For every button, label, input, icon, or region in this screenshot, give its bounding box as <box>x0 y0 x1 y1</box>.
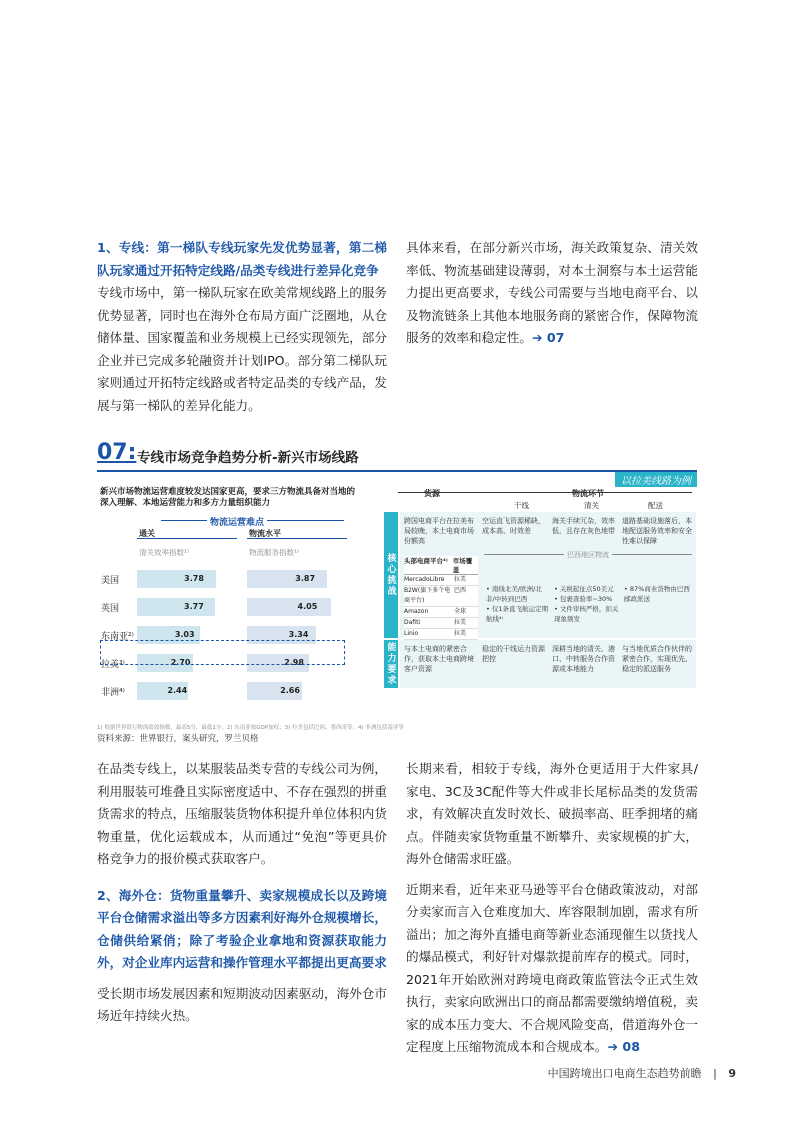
brazil-delivery: • 87%商业货物由巴西邮政派送 <box>624 585 690 603</box>
diagram <box>384 476 697 691</box>
side-requirements: 能力要求 <box>384 640 398 688</box>
bar-value: 3.03 <box>174 630 195 639</box>
bar-value: 2.44 <box>167 686 188 695</box>
platform-market: 全球 <box>454 608 467 615</box>
platform-market: 拉美 <box>454 630 467 637</box>
paragraph-apparel: 在品类专线上，以某服装品类专营的专线公司为例，利用服装可堆叠且实际密度适中、不存在强烈的拼重货需求的特点，压缩服装货物体积提升单位体积内货物重量，优化运载成本，从而通过“免泡”等更具价格竞争力的报价模式获取客户。 <box>97 761 387 866</box>
platform-row <box>404 575 478 586</box>
platform-row <box>404 629 478 640</box>
diagram-title: 以拉美线路为例 <box>615 472 697 487</box>
exhibit-number: 07: <box>97 440 137 465</box>
logistics-arrow <box>488 492 692 493</box>
bar-value: 2.66 <box>280 686 300 695</box>
platform-header-market: 市场覆盖 <box>452 557 473 574</box>
row-label: 东南亚²⁾ <box>101 632 134 642</box>
platform-table <box>404 556 478 640</box>
footer <box>548 1065 736 1081</box>
bar <box>247 598 331 616</box>
paragraph-warehouse: 受长期市场发展因素和短期波动因素驱动，海外仓市场近年持续火热。 <box>97 985 387 1023</box>
bar-value: 4.05 <box>297 602 318 611</box>
bar-value: 3.78 <box>184 574 204 583</box>
brazil-trunk: • 南线北美/欧洲/北非/中转到巴西 • 仅1条直飞航运定期航线⁴⁾ <box>486 585 549 623</box>
platform-name: B2W(旗下多个电商平台) <box>404 587 451 604</box>
page-number: 9 <box>728 1067 736 1080</box>
brazil-label: 巴西地区物流 <box>564 550 612 560</box>
chart-header: 物流运营难点 <box>207 515 267 528</box>
footnote: 1) 根据世界银行物流绩效指数，最高5分，最低1分；2) 东南亚按GDP加权；3) 拉美包括巴西、墨西哥等；4) 非洲包括南非等 <box>97 725 404 731</box>
row-label: 英国 <box>101 604 120 614</box>
exhibit-subtitle: 新兴市场物流运营难度较发达国家更高，要求三方物流具备对当地的深入理解、本地运营能力和多方力量组织能力 <box>100 487 356 508</box>
paragraph-short-term <box>406 879 698 1059</box>
platform-header <box>404 556 478 575</box>
platform-rows <box>404 575 478 640</box>
col1-header: 通关 <box>139 529 155 538</box>
bar-value: 2.70 <box>170 658 191 667</box>
col1-sub: 清关效率指数¹⁾ <box>139 548 189 557</box>
platform-row <box>404 607 478 618</box>
exhibit-header <box>97 440 697 470</box>
col-source: 货源 <box>424 489 440 498</box>
platform-name: MercadoLibre <box>404 576 445 583</box>
section-1-heading: 1、专线：第一梯队专线玩家先发优势显著，第二梯队玩家通过开拓特定线路/品类专线进行差异化竞争 <box>97 240 387 278</box>
section-1-cont-body: 具体来看，在部分新兴市场，海关政策复杂、清关效率低、物流基础建设薄弱，对本土洞察与本土运营能力提出更高要求，专线公司需要与当地电商平台、以及物流链条上其他本地服务商的紧密合作，保障物流服务的效率和稳定性。 <box>406 240 698 345</box>
section-2-heading: 2、海外仓：货物重量攀升、卖家规模成长以及跨境平台仓储需求溢出等多方因素利好海外仓规模增长，仓储供给紧俏；除了考验企业拿地和资源获取能力外，对企业库内运营和操作管理水平都提出更高要求 <box>97 887 387 970</box>
col-customs: 清关 <box>584 501 599 510</box>
platform-market: 巴西 <box>454 587 467 594</box>
bar-value: 3.77 <box>184 602 204 611</box>
col2-sub: 物流服务指数¹⁾ <box>249 548 299 557</box>
bar-value: 2.98 <box>284 658 304 667</box>
section-2-right <box>406 758 698 1059</box>
platform-name: Dafiti <box>404 619 421 626</box>
platform-row <box>404 586 478 607</box>
exhibit-title: 专线市场竞争趋势分析-新兴市场线路 <box>137 450 359 466</box>
col2-header: 物流水平 <box>249 529 281 538</box>
paragraph-short-term-text: 近期来看，近年来亚马逊等平台仓储政策波动，对部分卖家而言入仓难度加大、库容限制加剧，需求有所溢出；加之海外直播电商等新业态涌现催生以货找人的爆品模式，利好针对爆款提前库存的模式。同时，2021年开始欧洲对跨境电商政策监管法令正式生效执行，卖家向欧洲出口的商品都需要缴纳增值税，卖家的成本压力变大、不合规风险变高，借道海外仓一定程度上压缩物流成本和合规成本。 <box>406 881 698 1054</box>
col1-rule <box>137 538 237 539</box>
col-delivery: 配送 <box>648 501 663 510</box>
platform-header-name: 头部电商平台⁴⁾ <box>404 557 448 565</box>
source: 资料来源：世界银行，案头研究，罗兰贝格 <box>97 734 259 744</box>
req-customs: 深耕当地的清关、港口、中转服务合作资源或本地能力 <box>552 645 615 673</box>
req-source: 与本土电商的紧密合作，获取本土电商跨境客户资源 <box>404 645 474 673</box>
bar-value: 3.87 <box>295 574 316 583</box>
challenge-customs: 海关手续冗杂，效率低，且存在灰色地带 <box>552 517 615 535</box>
platform-row <box>404 618 478 629</box>
col-logistics: 物流环节 <box>572 489 604 498</box>
challenge-delivery: 道路基础设施落后，本地配送服务效率和安全性难以保障 <box>622 517 692 545</box>
brazil-customs: • 关税起征点50美元 • 包裹查验率~30% • 文件审核严格，扣关现象频发 <box>554 585 619 623</box>
bar-value: 3.34 <box>288 630 309 639</box>
footer-divider: | <box>713 1067 717 1080</box>
section-1 <box>97 237 387 417</box>
section-2-left <box>97 758 387 1028</box>
req-delivery: 与当地优质合作伙伴的紧密合作，实现优先、稳定的派送服务 <box>622 645 692 673</box>
col2-rule <box>247 538 347 539</box>
section-1-body: 专线市场中，第一梯队玩家在欧美常规线路上的服务优势显著，同时也在海外仓布局方面广泛圈地，从仓储体量、国家覆盖和业务规模上已经实现领先，部分企业并已完成多轮融资并计划IPO。部分第二梯队玩家则通过开拓特定线路或者特定品类的专线产品，发展与第一梯队的差异化能力。 <box>97 285 387 413</box>
platform-market: 拉美 <box>454 619 467 626</box>
section-1-cont <box>406 237 698 350</box>
row-label: 拉美³⁾ <box>101 660 125 670</box>
exhibit-07-link[interactable]: ➔ 07 <box>531 330 565 345</box>
row-label: 美国 <box>101 576 120 586</box>
source-arrow <box>398 492 488 493</box>
req-trunk: 稳定的干线运力资源把控 <box>482 645 545 663</box>
exhibit-rule <box>97 470 697 472</box>
challenge-trunk: 空运直飞资源稀缺，成本高、时效差 <box>482 517 545 535</box>
bar <box>247 570 327 588</box>
challenge-source: 跨国电商平台在拉美布局较晚，本土电商市场份额高 <box>404 517 474 545</box>
col-trunk: 干线 <box>514 501 529 510</box>
footer-title: 中国跨境出口电商生态趋势前瞻 <box>547 1067 702 1080</box>
platform-market: 拉美 <box>454 576 467 583</box>
platform-name: Amazon <box>404 608 429 615</box>
side-challenges: 核心挑战 <box>384 512 398 638</box>
paragraph-long-term: 长期来看，相较于专线，海外仓更适用于大件家具/家电、3C及3C配件等大件或非长尾标品类的发货需求，有效解决直发时效长、破损率高、旺季拥堵的痛点。伴随卖家货物重量不断攀升、卖家规模的扩大，海外仓储需求旺盛。 <box>406 761 698 866</box>
highlight-box <box>100 640 345 665</box>
platform-name: Linio <box>404 630 419 637</box>
exhibit-08-link[interactable]: ➔ 08 <box>607 1039 640 1054</box>
row-label: 非洲⁴⁾ <box>101 688 125 698</box>
